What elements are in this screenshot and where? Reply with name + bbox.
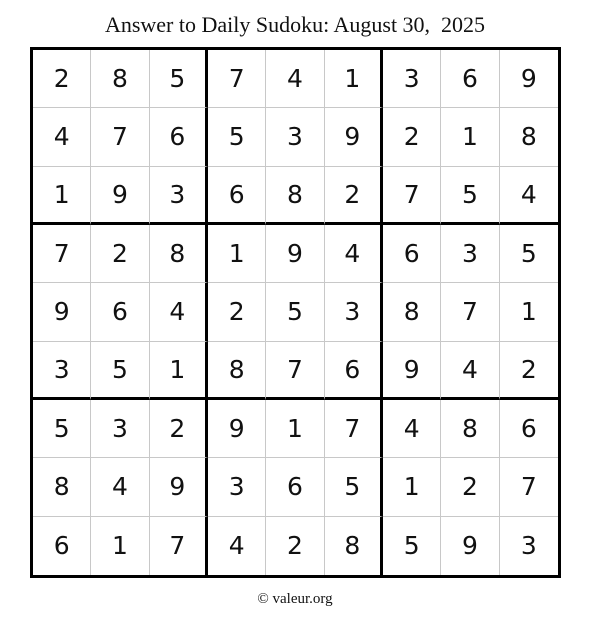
sudoku-cell: 3 [520,531,537,561]
sudoku-cell: 4 [208,517,266,575]
sudoku-cell: 4 [33,108,91,166]
sudoku-cell: 5 [325,458,383,516]
sudoku-cell: 4 [91,458,149,516]
sudoku-cell: 2 [500,342,558,400]
sudoku-cell: 3 [383,50,441,108]
sudoku-cell: 3 [150,167,208,225]
puzzle-title: Answer to Daily Sudoku: August 30, 2025 [104,12,486,37]
sudoku-cell: 9 [91,167,149,225]
sudoku-cell: 8 [208,342,266,400]
sudoku-cell: 8 [150,225,208,283]
sudoku-cell: 6 [150,108,208,166]
sudoku-cell: 7 [325,400,383,458]
sudoku-cell: 1 [266,400,324,458]
sudoku-cell: 3 [208,458,266,516]
sudoku-cell: 9 [33,283,91,341]
sudoku-cell: 1 [441,108,499,166]
sudoku-cell: 6 [266,458,324,516]
sudoku-cell: 5 [91,342,149,400]
sudoku-cell: 2 [266,517,324,575]
sudoku-cell: 1 [91,517,149,575]
sudoku-board [30,47,561,578]
sudoku-cell: 9 [383,342,441,400]
sudoku-cell: 5 [150,50,208,108]
sudoku-cell: 5 [383,517,441,575]
sudoku-cell: 5 [208,108,266,166]
sudoku-cell: 4 [383,400,441,458]
sudoku-cell: 2 [325,167,383,225]
sudoku-cell: 1 [33,167,91,225]
sudoku-cell: 4 [441,342,499,400]
sudoku-cell: 8 [33,458,91,516]
sudoku-cell: 4 [150,283,208,341]
sudoku-cell: 1 [383,458,441,516]
sudoku-cell: 2 [441,458,499,516]
sudoku-cell: 5 [266,283,324,341]
sudoku-cell: 3 [325,283,383,341]
sudoku-cell: 8 [500,108,558,166]
sudoku-cell: 3 [441,225,499,283]
sudoku-cell: 7 [500,458,558,516]
sudoku-cell: 5 [500,225,558,283]
sudoku-cell: 1 [150,342,208,400]
sudoku-cell: 8 [91,50,149,108]
sudoku-cell: 9 [441,517,499,575]
copyright-footer: © valeur.org [257,591,333,607]
sudoku-cell: 7 [91,108,149,166]
sudoku-cell: 7 [383,167,441,225]
sudoku-cell: 1 [325,50,383,108]
sudoku-cell: 5 [441,167,499,225]
sudoku-cell: 2 [150,400,208,458]
sudoku-cell: 8 [383,283,441,341]
sudoku-cell: 4 [500,167,558,225]
sudoku-cell: 2 [208,283,266,341]
sudoku-cell: 6 [91,283,149,341]
sudoku-cell: 6 [33,517,91,575]
sudoku-cell: 9 [150,458,208,516]
sudoku-cell: 9 [500,50,558,108]
sudoku-cell: 8 [441,400,499,458]
sudoku-cell: 6 [383,225,441,283]
sudoku-cell: 6 [441,50,499,108]
sudoku-cell: 9 [325,108,383,166]
sudoku-cell: 9 [208,400,266,458]
sudoku-cell: 7 [441,283,499,341]
sudoku-cell: 9 [266,225,324,283]
sudoku-cell: 2 [91,225,149,283]
sudoku-cell: 7 [208,50,266,108]
sudoku-cell: 7 [266,342,324,400]
sudoku-cell: 8 [325,517,383,575]
sudoku-cell: 1 [500,283,558,341]
sudoku-cell: 4 [266,50,324,108]
sudoku-cell: 8 [266,167,324,225]
sudoku-cell: 3 [33,342,91,400]
sudoku-cell: 2 [383,108,441,166]
sudoku-cell: 2 [33,50,91,108]
sudoku-cell: 3 [91,400,149,458]
sudoku-cell: 6 [500,400,558,458]
sudoku-cell: 4 [325,225,383,283]
sudoku-cell: 1 [208,225,266,283]
sudoku-cell: 5 [33,400,91,458]
sudoku-cell: 3 [266,108,324,166]
sudoku-cell: 7 [150,517,208,575]
sudoku-cell: 6 [208,167,266,225]
sudoku-cell: 7 [33,225,91,283]
sudoku-cell: 6 [325,342,383,400]
